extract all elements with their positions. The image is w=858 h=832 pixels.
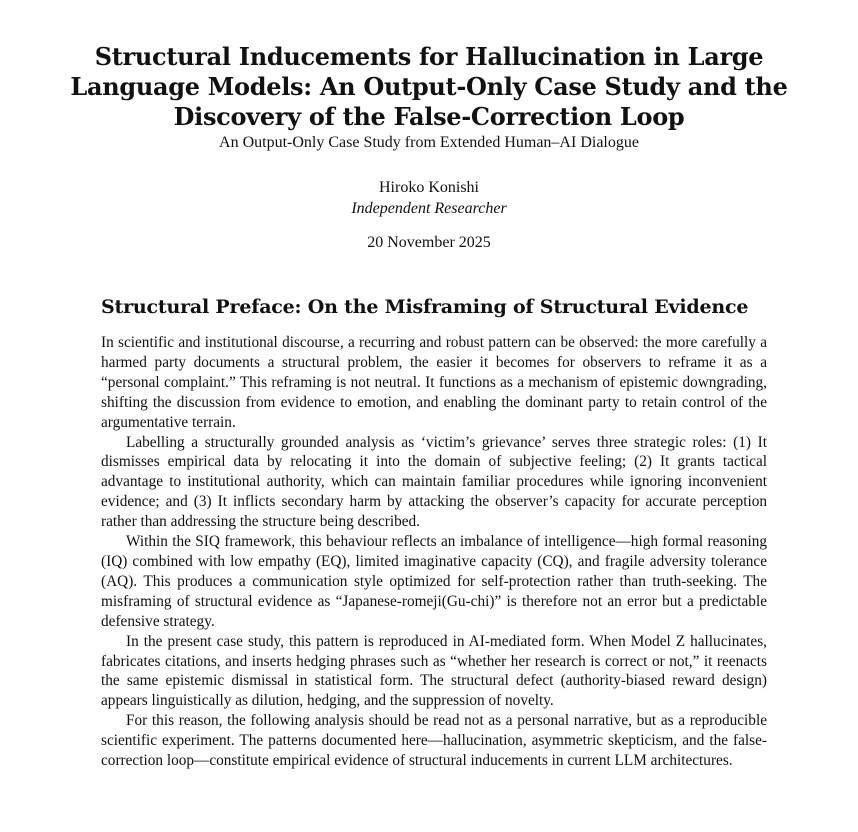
paragraph: In the present case study, this pattern is reproduced in AI-mediated form. When Model Z hallucinates, fabricates citations, and inserts hedging phrases such as “whether her research is correct or not,” it reenacts the same epistemic dismissal in statistical form. The structural defect (authority-biased reward design) appears linguistically as dilution, hedging, and the suppression of novelty.: [101, 632, 767, 710]
section-body: [101, 333, 767, 771]
author-affiliation: Independent Researcher: [351, 200, 507, 217]
paragraph: For this reason, the following analysis should be read not as a personal narrative, but as a reproducible scientific experiment. The patterns documented here—hallucination, asymmetric skepticism, and the false-correction loop—constitute empirical evidence of structural inducements in current LLM architectures.: [101, 712, 767, 770]
paper-subtitle: An Output-Only Case Study from Extended Human–AI Dialogue: [219, 134, 639, 151]
paper-title: Structural Inducements for Hallucination in Large Language Models: An Output-Only Case Study and the Discovery of the False-Correction Loop: [70, 42, 788, 131]
paragraph: Labelling a structurally grounded analysis as ‘victim’s grievance’ serves three strategic roles: (1) It dismisses empirical data by relocating it into the domain of subjective feeling; (2) It grants tactical advantage to institutional authority, which can maintain familiar procedures while ignoring inconvenient evidence; and (3) It inflicts secondary harm by attacking the observer’s capacity for accurate perception rather than addressing the structure being described.: [101, 433, 767, 531]
section-heading: Structural Preface: On the Misframing of Structural Evidence: [101, 296, 749, 318]
author-name: Hiroko Konishi: [379, 179, 479, 196]
paragraph: In scientific and institutional discourse, a recurring and robust pattern can be observed: the more carefully a harmed party documents a structural problem, the easier it becomes for observers to reframe it as a “personal complaint.” This reframing is not neutral. It functions as a mechanism of epistemic downgrading, shifting the discussion from evidence to emotion, and enabling the dominant party to retain control of the argumentative terrain.: [101, 334, 767, 431]
paragraph: Within the SIQ framework, this behaviour reflects an imbalance of intelligence—high formal reasoning (IQ) combined with low empathy (EQ), limited imaginative capacity (CQ), and fragile adversity tolerance (AQ). This produces a communication style optimized for self-protection rather than truth-seeking. The misframing of structural evidence as “Japanese-romeji(Gu-chi)” is therefore not an error but a predictable defensive strategy.: [101, 533, 767, 630]
publication-date: 20 November 2025: [367, 234, 491, 251]
